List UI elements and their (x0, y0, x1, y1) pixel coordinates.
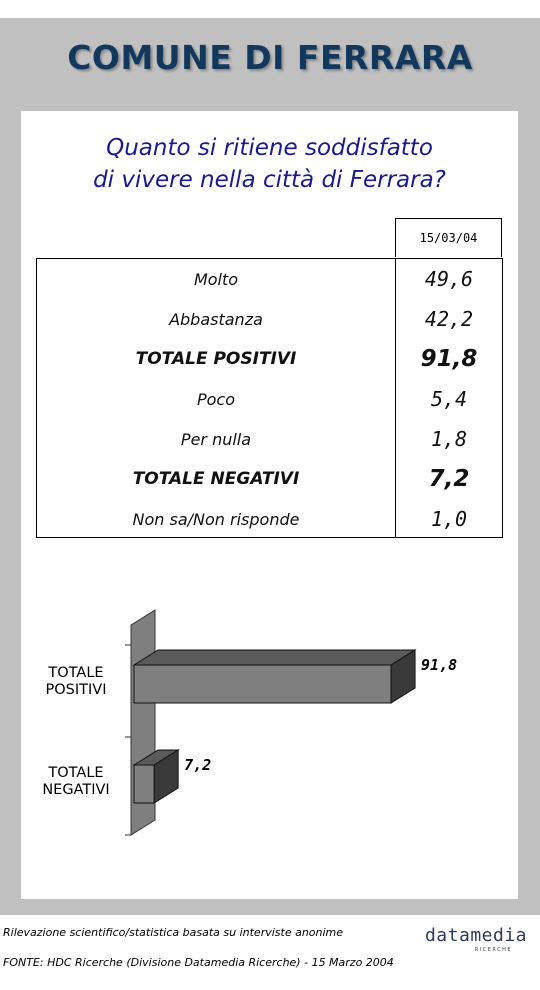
row-label: Abbastanza (169, 309, 263, 329)
row-value: 49,6 (424, 267, 474, 291)
bar-chart (21, 600, 518, 845)
table-row (37, 299, 502, 339)
bar-value-label: 91,8 (421, 656, 458, 674)
row-label: Non sa/Non risponde (132, 509, 300, 529)
row-value: 5,4 (430, 387, 468, 411)
results-table (36, 258, 503, 538)
row-value: 1,0 (430, 507, 468, 531)
row-label: Poco (196, 389, 236, 409)
category-label: TOTALE (48, 765, 104, 781)
table-row (37, 459, 502, 499)
bar (134, 665, 391, 703)
logo-word: datamedia (424, 925, 528, 946)
row-value: 42,2 (424, 307, 474, 331)
date-header: 15/03/04 (395, 218, 502, 257)
category-label: NEGATIVI (42, 782, 110, 798)
table-row (37, 499, 502, 539)
row-value: 91,8 (420, 346, 478, 372)
row-value: 1,8 (430, 427, 468, 451)
row-value: 7,2 (428, 466, 470, 492)
survey-question (21, 132, 518, 196)
row-label: TOTALE NEGATIVI (132, 469, 300, 489)
table-row (37, 259, 502, 299)
footer-note: Rilevazione scientifico/statistica basata su interviste anonime (3, 926, 344, 939)
question-line-1: Quanto si ritiene soddisfatto (106, 135, 433, 161)
table-row (37, 339, 502, 379)
row-label: TOTALE POSITIVI (135, 349, 297, 369)
datamedia-logo (420, 925, 532, 961)
footer-source: FONTE: HDC Ricerche (Divisione Datamedia Ricerche) - 15 Marzo 2004 (3, 956, 394, 969)
bar-top-face (134, 650, 415, 665)
row-label: Molto (193, 269, 239, 289)
table-row (37, 419, 502, 459)
category-label: TOTALE (48, 665, 104, 681)
page-title: COMUNE DI FERRARA (67, 38, 473, 77)
logo-sub: RICERCHE (474, 947, 512, 953)
bar-value-label: 7,2 (184, 756, 212, 774)
category-label: POSITIVI (45, 682, 107, 698)
row-label: Per nulla (180, 429, 252, 449)
bar (134, 765, 154, 803)
table-row (37, 379, 502, 419)
question-line-2: di vivere nella città di Ferrara? (93, 167, 446, 193)
